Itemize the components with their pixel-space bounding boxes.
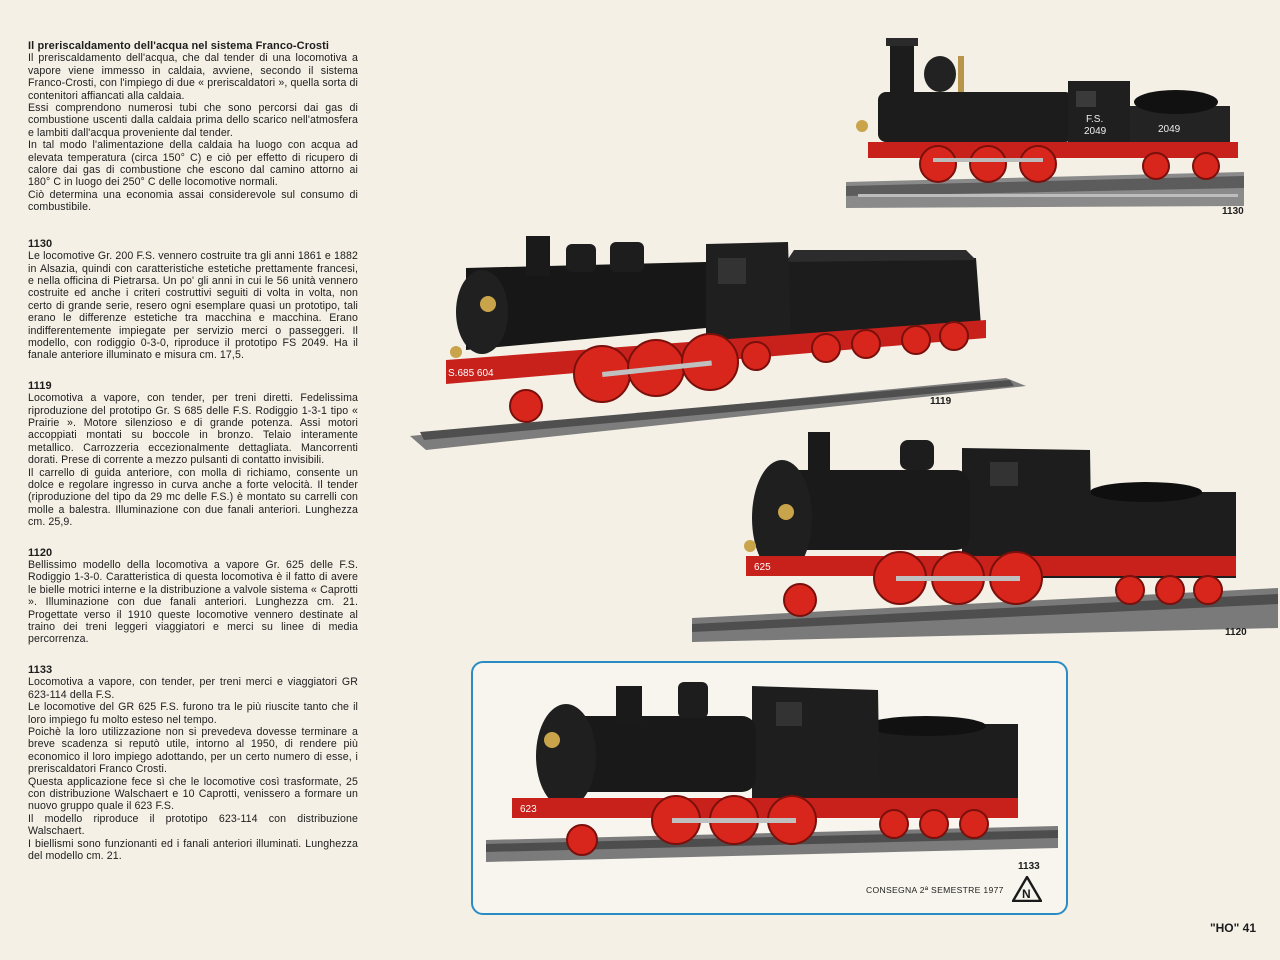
- model-description: Bellissimo modello della locomotiva a vapore Gr. 625 delle F.S. Rodiggio 1-3-0. Caratteristica di questa locomotiva è il fatto di avere le bielle motrici interne e la distribuzione a valvole sistema « Caprotti ». Illuminazione con due fanali anteriori. Lunghezza cm. 21. Progettate verso il 1910 queste locomotive vennero destinate al traino dei treni leggeri viaggiatori e merci su linee di media percorrenza.: [28, 559, 358, 646]
- locomotive-1119-photo: [406, 228, 1032, 452]
- photo-caption-1133: 1133: [1018, 861, 1040, 872]
- model-code: 1119: [28, 379, 52, 392]
- model-code: 1130: [28, 237, 53, 250]
- intro-paragraph: Essi comprendono numerosi tubi che sono percorsi dai gas di combustione uscenti dalla caldaia prima dello scarico nell'atmosfera e lambiti dall'acqua proveniente dal tender.: [28, 102, 358, 139]
- model-description: Locomotiva a vapore, con tender, per treni diretti. Fedelissima riproduzione del prototipo Gr. S 685 delle F.S. Rodiggio 1-3-1 tipo « Prairie ». Motore silenzioso e di grande potenza. Assi motori accoppiati montati su boccole in bronzo. Telaio interamente metallico. Carrozzeria eccezionalmente dettagliata. Mancorrenti dorati. Prese di corrente a mezzo pulsanti di contatto invisibili.: [28, 392, 358, 467]
- text-column: [28, 40, 358, 880]
- cab-plate-line2: 2049: [1084, 126, 1107, 137]
- intro-paragraph: Ciò determina una economia assai considerevole sul consumo di combustibile.: [28, 188, 358, 214]
- smokebox-plate: S.685 604: [448, 368, 494, 379]
- smokebox-plate: 623: [520, 804, 537, 815]
- intro-title: Il preriscaldamento dell'acqua nel sistema Franco-Crosti: [28, 40, 330, 52]
- model-section-1120: [28, 547, 358, 646]
- locomotive-1133-photo: [486, 676, 1060, 870]
- model-code: 1120: [28, 546, 53, 559]
- model-section-1130: [28, 238, 358, 362]
- intro-paragraph: Il preriscaldamento dell'acqua, che dal tender di una locomotiva a vapore viene immesso in caldaia, avviene, secondo il sistema Franco-Crosti, con l'impiego di due « preriscaldatori », quella sorta di contenitori affiancati alla caldaia.: [28, 52, 358, 102]
- model-description: Questa applicazione fece sì che le locomotive così trasformate, 25 con distribuzione Walschaert e 10 Caprotti, venissero a formare un nuovo gruppo quale il 623 F.S.: [28, 775, 358, 813]
- photo-caption-1120: 1120: [1225, 627, 1247, 638]
- model-section-1119: [28, 380, 358, 529]
- model-description: Poichè la loro utilizzazione non si prevedeva dovesse terminare a breve scadenza si reputò utile, intorno al 1950, di rendere più economico il loro impiego adottando, per un certo numero di esse, i preriscaldatori Franco Crosti.: [28, 725, 358, 776]
- page-number: "HO" 41: [1209, 921, 1256, 935]
- smokebox-plate: 625: [754, 562, 771, 573]
- locomotive-1120-photo: [690, 428, 1280, 644]
- model-code: 1133: [28, 663, 53, 676]
- intro-paragraph: In tal modo l'alimentazione della caldaia ha luogo con acqua ad elevata temperatura (circa 150° C) e ciò per effetto di ricupero di calore dai gas di combustione che escono dal camino attorno ai 180° C in luogo dei 250° C delle locomotive normali.: [28, 139, 358, 189]
- model-description: I biellismi sono funzionanti ed i fanali anteriori illuminati. Lunghezza del modello cm. 21.: [28, 837, 358, 862]
- locomotive-1130-photo: [838, 36, 1250, 214]
- cab-plate-line1: F.S.: [1086, 114, 1104, 125]
- intro-section: [28, 40, 358, 214]
- n-logo-letter: N: [1022, 887, 1031, 901]
- tender-number: 2049: [1158, 124, 1181, 135]
- model-description: Le locomotive del GR 625 F.S. furono tra le più riuscite tanto che il loro impiego fu molto esteso nel tempo.: [28, 701, 358, 726]
- model-description: Il modello riproduce il prototipo 623-114 con distribuzione Walschaert.: [28, 812, 358, 838]
- model-description: Le locomotive Gr. 200 F.S. vennero costruite tra gli anni 1861 e 1882 in Alsazia, quindi con caratteristiche estetiche prettamente francesi, e nella officina di Pietrarsa. Un po' gli anni in cui le 56 unità vennero costruite ed anche i criteri costruttivi seguiti di volta in volta, non certo di grande serie, resero ogni esemplare quasi un prototipo, tali erano le differenze estetiche tra macchina e macchina. Erano indifferentemente impiegate per servizio merci o passeggeri. Il modello, con rodiggio 0-3-0, riproduce il prototipo FS 2049. Ha il fanale anteriore illuminato e misura cm. 17,5.: [28, 250, 358, 362]
- model-section-1133: [28, 664, 358, 863]
- delivery-note: CONSEGNA 2ª SEMESTRE 1977: [866, 885, 1004, 895]
- photo-caption-1130: 1130: [1222, 206, 1244, 217]
- model-description: Locomotiva a vapore, con tender, per treni merci e viaggiatori GR 623-114 della F.S.: [28, 676, 358, 701]
- n-scale-logo-icon: [1012, 876, 1042, 902]
- photo-caption-1119: 1119: [930, 396, 952, 407]
- model-description: Il carrello di guida anteriore, con molla di richiamo, consente un dolce e regolare ingresso in curva anche a forte velocità. Il tender (riproduzione del tipo da 29 mc delle F.S.) è montato su carrelli con molle a balestra. Illuminazione con due fanali anteriori. Lunghezza cm. 25,9.: [28, 466, 358, 529]
